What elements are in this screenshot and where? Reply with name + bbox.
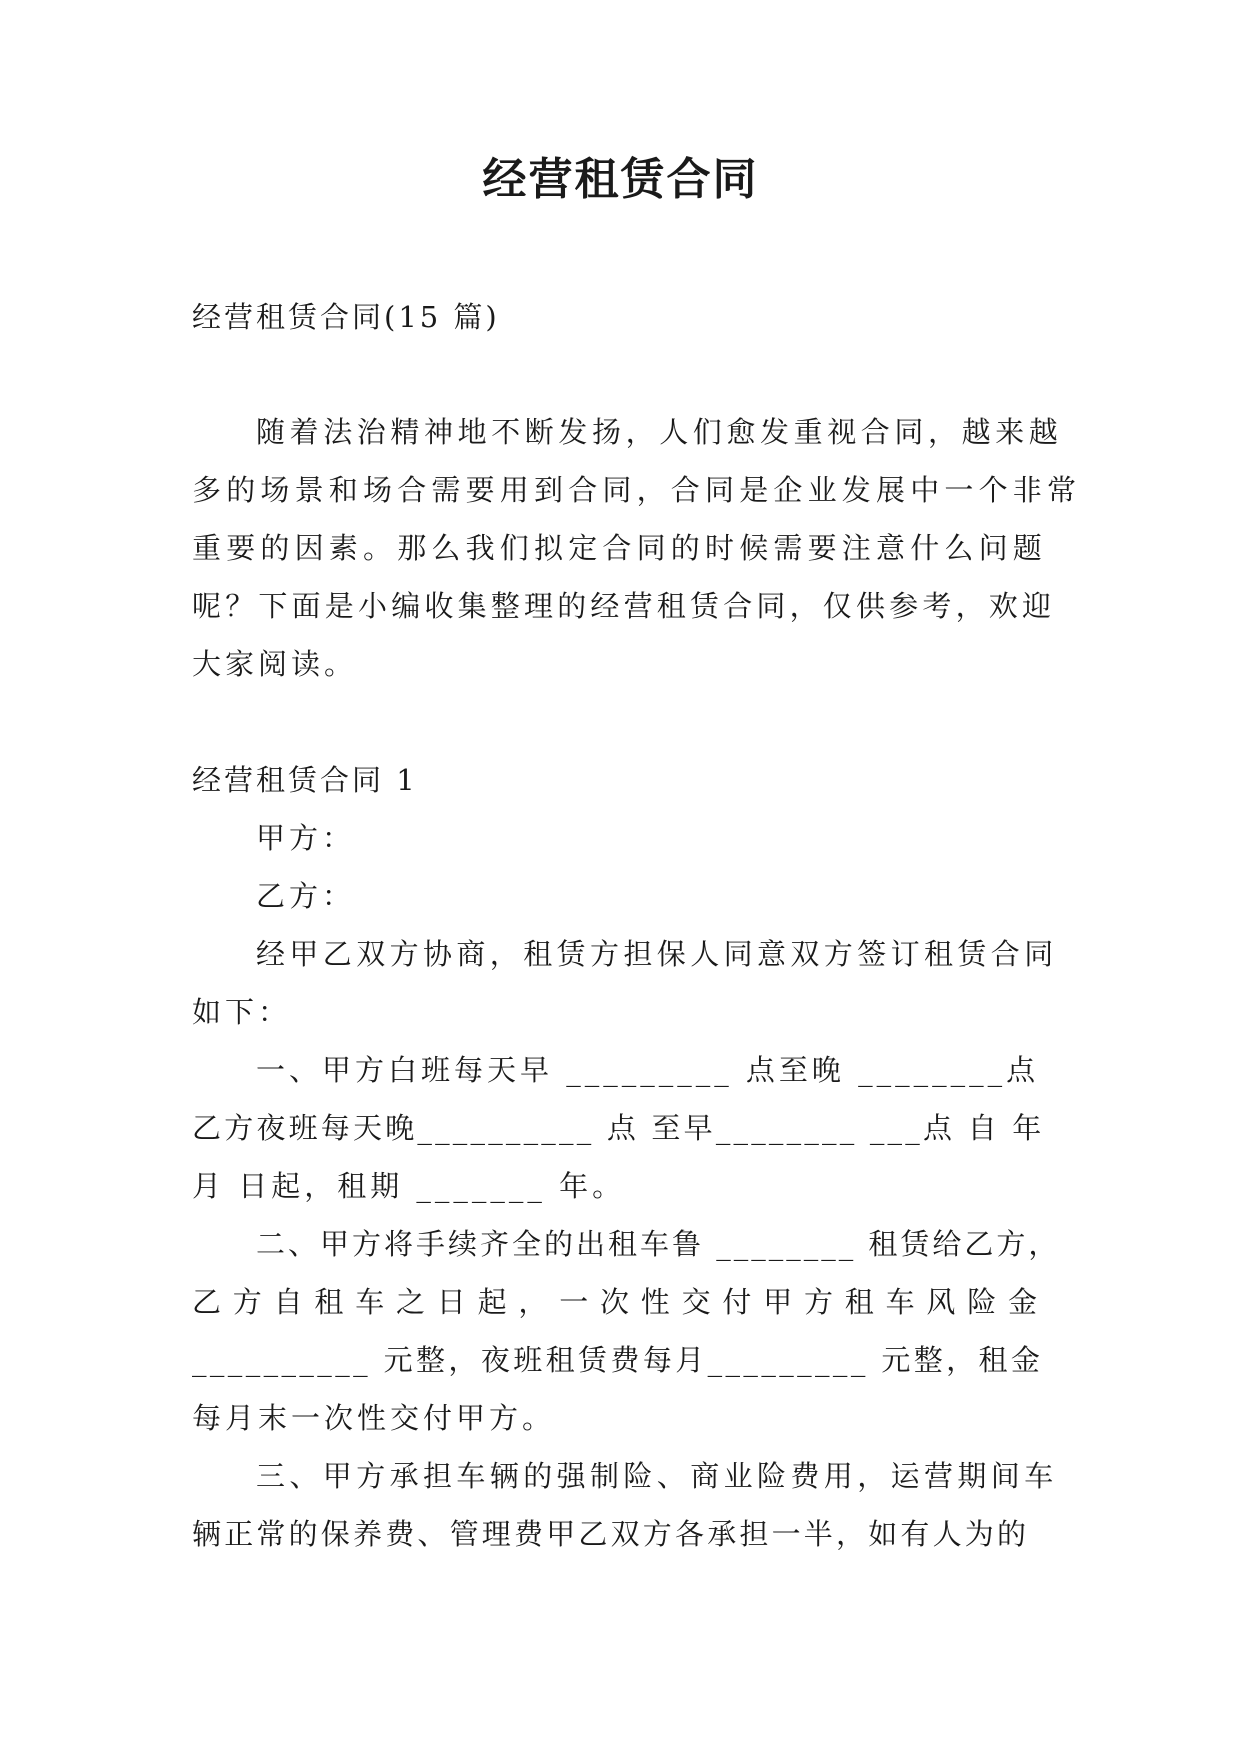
clause-2-line: 乙方自租车之日起，一次性交付甲方租车风险金	[192, 1285, 1049, 1319]
clause-3-line: 三、甲方承担车辆的强制险、商业险费用，运营期间车	[256, 1459, 1058, 1493]
section-heading: 经营租赁合同 1	[192, 763, 418, 797]
agreement-line: 经甲乙双方协商，租赁方担保人同意双方签订租赁合同	[256, 937, 1058, 971]
party-a-label: 甲方：	[256, 821, 356, 855]
clause-1-line: 一、甲方白班每天早 _________ 点至晚 ________点	[256, 1053, 1040, 1087]
document-subtitle: 经营租赁合同(15 篇)	[192, 300, 500, 334]
clause-2-line: 二、甲方将手续齐全的出租车鲁 ________ 租赁给乙方，	[256, 1227, 1061, 1261]
intro-line: 重要的因素。那么我们拟定合同的时候需要注意什么问题	[192, 531, 1048, 565]
clause-2-line: 每月末一次性交付甲方。	[192, 1401, 556, 1435]
clause-3-line: 辆正常的保养费、管理费甲乙双方各承担一半，如有人为的	[192, 1517, 1030, 1551]
intro-line: 随着法治精神地不断发扬，人们愈发重视合同，越来越	[256, 415, 1063, 449]
party-b-label: 乙方：	[256, 879, 356, 913]
clause-1-line: 月 日起，租期 _______ 年。	[192, 1169, 626, 1203]
agreement-line: 如下：	[192, 995, 292, 1029]
clause-1-line: 乙方夜班每天晚__________ 点 至早________ ___点 自 年	[192, 1111, 1045, 1145]
clause-2-line: __________ 元整，夜班租赁费每月_________ 元整，租金	[192, 1343, 1044, 1377]
intro-line: 大家阅读。	[192, 647, 358, 681]
intro-line: 呢？下面是小编收集整理的经营租赁合同，仅供参考，欢迎	[192, 589, 1056, 623]
document-title: 经营租赁合同	[482, 154, 759, 205]
intro-line: 多的场景和场合需要用到合同，合同是企业发展中一个非常	[192, 473, 1082, 507]
